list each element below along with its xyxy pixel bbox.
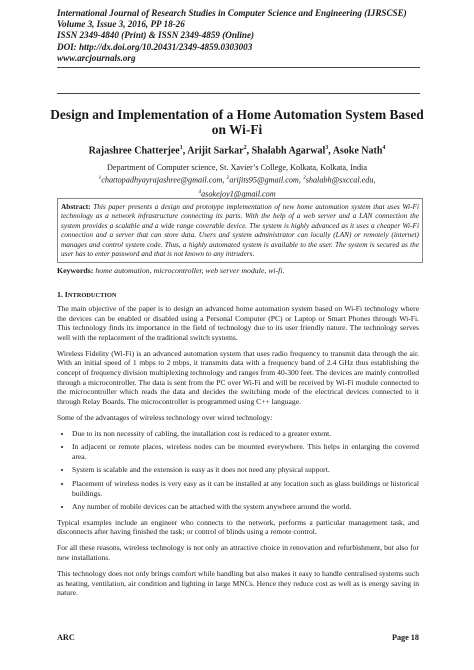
author-sup: 2: [243, 145, 247, 151]
email-2: arijits95@gmail.com,: [229, 176, 303, 186]
footer-publisher: ARC: [57, 633, 75, 642]
author-name: Arijit Sarkar: [187, 145, 244, 157]
journal-doi: DOI: http://dx.doi.org/10.20431/2349-4859.0303003: [57, 41, 253, 52]
paragraph: This technology does not only brings comfort while handling but also makes it easy to handle centralised systems such as heating, ventilation, air condition and lighting in large MNCs. Hence they reduce cost as well as is energy saving in nature.: [57, 569, 419, 598]
affiliation: Department of Computer science, St. Xavier’s College, Kolkata, Kolkata, India: [107, 163, 367, 172]
author-sup: 4: [382, 145, 386, 151]
header-divider: [57, 67, 420, 68]
author-name: Rajashree Chatterjee: [88, 145, 180, 157]
section-heading: 1. INTRODUCTION: [57, 290, 117, 299]
journal-name: International Journal of Research Studies in Computer Science and Engineering (IJRSCSE): [57, 8, 407, 18]
journal-volume: Volume 3, Issue 3, 2016, PP 18-26: [57, 19, 185, 30]
paragraph: Wireless Fidelity (Wi-Fi) is an advanced automation system that uses radio frequency to transmit data through the air. With an initial speed of 1 mbps to 2 mbps, it transmits data with a frequency band of 2.4 GHz thus establishing the concept of frequency division multiplexing technology and ranges from 40-300 feet. The devices are mainly controlled through a microcontroller. The data is sent from the PC over Wi-Fi and will be received by Wi-Fi module connected to the microcontroller which reads the data and decides the switching mode of the electrical devices connected to it through Relay Boards. The microcontroller is programmed using C++ language.: [57, 348, 419, 406]
list-item: • Any number of mobile devices can be attached with the system anywhere around the world.: [72, 502, 419, 512]
paragraph: Typical examples include an engineer who connects to the network, performs a particular management task, and disconnects after having finished the task; or control of blinds using a remote control.: [57, 517, 419, 537]
author-list: Rajashree Chatterjee$^1$, Arijit Sarkar$^2$, Shalabh Agarwal$^3$, Asoke Nath$^4$: [88, 145, 386, 157]
keywords-text: home automation, microcontroller, web server module, wi-fi.: [93, 266, 285, 275]
keywords: [57, 266, 421, 275]
email-3: shalabh@sxccal.edu,: [305, 176, 376, 186]
abstract-text: This paper presents a design and prototype implementation of new home automation system that uses Wi-Fi technology as a network infrastructure connecting its parts. With the help of a web server and a LAN connection the system provides a scalable and a wide range coverable device. The system is highly advanced as it uses a cheaper Wi-Fi connection and a server that can store data. Users and system administrator can locally (LAN) or remotely (internet) manages and control system code. Thus, a highly automated system is available to the user. The system is secured as the user has to enter password and that is not known to any intruders.: [61, 202, 419, 259]
list-item: • System is scalable and the extension is easy as it does not need any physical support.: [72, 465, 419, 475]
header-divider-lower: [57, 93, 420, 94]
email-1: chattopadhyayrajashree@gmail.com,: [101, 176, 227, 186]
paragraph: The main objective of the paper is to design an advanced home automation system based on Wi-Fi technology where the devices can be enabled or disabled using a Personal Computer (PC) or Laptop or Smart Phones through Wi-Fi. This technology finds its importance in the field of technology due to its user friendly nature. The technology serves well with the replacement of the traditional switch systems.: [57, 304, 419, 342]
body-text: [57, 304, 419, 604]
affiliation-block: [40, 163, 434, 200]
list-item: • In adjacent or remote places, wireless nodes can be mounted everywhere. This helps in enlarging the covered area.: [72, 442, 419, 461]
list-item: • Due to its non necessity of cabling, the installation cost is reduced to a greater extent.: [72, 429, 419, 439]
author-emails-cont: $^4$asokejoy1@gmail.com: [198, 188, 276, 199]
keywords-label: Keywords:: [57, 266, 94, 275]
author-sup: 1: [179, 145, 183, 151]
title-line-2: on Wi-Fi: [211, 122, 263, 137]
paper-title: [40, 107, 434, 137]
paragraph: Some of the advantages of wireless technology over wired technology:: [57, 412, 273, 422]
abstract-label: Abstract:: [61, 202, 91, 211]
author-name: Shalabh Agarwal: [251, 145, 326, 157]
author-emails: $^1$chattopadhyayrajashree@gmail.com, $^2$arijits95@gmail.com, $^3$shalabh@sxccal.edu,: [98, 175, 376, 186]
author-name: Asoke Nath: [332, 145, 383, 157]
page-number: Page 18: [391, 633, 419, 642]
abstract-box: [57, 198, 423, 263]
paragraph: For all these reasons, wireless technology is not only an attractive choice in renovation and refurbishment, but also for new installations.: [57, 543, 419, 563]
journal-issn: ISSN 2349-4840 (Print) & ISSN 2349-4859 (Online): [57, 30, 255, 41]
journal-header: [57, 8, 437, 64]
title-line-1: Design and Implementation of a Home Automation System Based: [50, 107, 424, 122]
advantages-list: [57, 429, 419, 512]
list-item: • Placement of wireless nodes is very easy as it can be installed at any location such as glass buildings or historical buildings.: [72, 479, 419, 498]
journal-website: www.arcjournals.org: [57, 52, 136, 63]
author-sup: 3: [325, 145, 329, 151]
email-4: asokejoy1@gmail.com: [201, 189, 276, 199]
